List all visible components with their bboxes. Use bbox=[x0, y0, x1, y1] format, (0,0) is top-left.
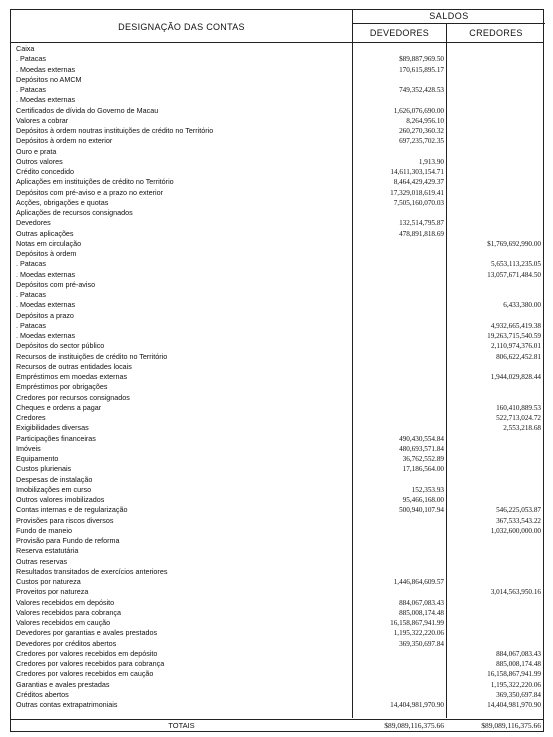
credores-value: $1,769,692,990.00 bbox=[487, 239, 541, 248]
table-row bbox=[11, 147, 543, 157]
table-row bbox=[11, 157, 543, 167]
table-row bbox=[11, 536, 543, 546]
table-row bbox=[11, 259, 543, 269]
table-row bbox=[11, 331, 543, 341]
table-row bbox=[11, 229, 543, 239]
credores-value: 522,713,024.72 bbox=[496, 414, 541, 422]
devedores-value: $89,887,969.50 bbox=[399, 55, 444, 64]
credores-value: 6,433,380.00 bbox=[503, 301, 541, 310]
account-label: Depósitos à ordem noutras instituições de crédito no Território bbox=[16, 126, 214, 135]
header-credores: CREDORES bbox=[446, 24, 545, 43]
account-label: Credores por recursos consignados bbox=[16, 392, 130, 402]
devedores-value: 500,940,107.94 bbox=[399, 506, 444, 515]
devedores-value: 152,353.93 bbox=[411, 485, 444, 494]
totals-credores: $89,089,116,375.66 bbox=[481, 721, 541, 730]
account-label: Crédito concedido bbox=[16, 167, 74, 176]
account-label: . Patacas bbox=[16, 320, 46, 330]
account-label: . Moedas externas bbox=[16, 95, 76, 105]
devedores-value: 884,067,083.43 bbox=[399, 598, 444, 607]
account-label: Outros valores imobilizados bbox=[16, 495, 105, 504]
credores-value: 19,263,715,540.59 bbox=[487, 332, 541, 340]
account-label: Devedores por garantias e avales prestados bbox=[16, 628, 158, 638]
table-row bbox=[11, 567, 543, 577]
account-label: Depósitos à ordem bbox=[16, 249, 77, 258]
account-label: Imobilizações em curso bbox=[16, 484, 92, 494]
table-row bbox=[11, 690, 543, 700]
account-label: . Moedas externas bbox=[16, 64, 76, 74]
table-row bbox=[11, 475, 543, 485]
balance-sheet-table bbox=[10, 9, 544, 732]
devedores-value: 14,611,303,154.71 bbox=[390, 168, 444, 176]
devedores-value: 885,008,174.48 bbox=[399, 608, 444, 617]
credores-value: 1,944,029,828.44 bbox=[490, 373, 541, 381]
table-row bbox=[11, 659, 543, 669]
account-label: . Moedas externas bbox=[16, 331, 76, 340]
account-label: Outras aplicações bbox=[16, 228, 74, 238]
credores-value: 806,622,452.81 bbox=[496, 352, 541, 361]
credores-value: 369,350,697.84 bbox=[496, 690, 541, 699]
credores-value: 2,110,974,376.01 bbox=[490, 342, 541, 351]
table-row bbox=[11, 239, 543, 249]
devedores-value: 7,505,160,070.03 bbox=[393, 198, 444, 207]
table-row bbox=[11, 598, 543, 608]
table-row bbox=[11, 434, 543, 444]
credores-value: 5,653,113,235.05 bbox=[490, 260, 541, 269]
table-row bbox=[11, 382, 543, 392]
devedores-value: 17,186,564.00 bbox=[402, 465, 444, 474]
totals-row bbox=[11, 719, 543, 732]
account-label: Valores recebidos em depósito bbox=[16, 597, 115, 607]
table-body bbox=[11, 44, 543, 710]
header-devedores: DEVEDORES bbox=[352, 24, 446, 43]
table-row bbox=[11, 85, 543, 95]
devedores-value: 95,466,168.00 bbox=[402, 496, 444, 504]
devedores-value: 1,626,076,690.00 bbox=[393, 106, 444, 115]
account-label: Despesas de instalação bbox=[16, 474, 93, 484]
table-row bbox=[11, 618, 543, 628]
account-label: Credores por valores recebidos em depósito bbox=[16, 648, 158, 658]
credores-value: 16,158,867,941.99 bbox=[487, 670, 541, 679]
table-row bbox=[11, 444, 543, 454]
table-row bbox=[11, 505, 543, 515]
devedores-value: 697,235,702.35 bbox=[399, 137, 444, 146]
table-row bbox=[11, 413, 543, 423]
devedores-value: 8,264,956.10 bbox=[406, 116, 444, 125]
table-row bbox=[11, 587, 543, 597]
table-row bbox=[11, 116, 543, 126]
header-saldos: SALDOS bbox=[352, 10, 545, 24]
credores-value: 2,553,218.68 bbox=[503, 424, 541, 433]
table-row bbox=[11, 372, 543, 382]
account-label: Ouro e prata bbox=[16, 146, 57, 156]
table-row bbox=[11, 495, 543, 505]
credores-value: 1,032,600,000.00 bbox=[490, 526, 541, 535]
table-row bbox=[11, 485, 543, 495]
account-label: Contas internas e de regularização bbox=[16, 505, 128, 515]
account-label: Valores a cobrar bbox=[16, 115, 69, 125]
account-label: Devedores bbox=[16, 218, 51, 228]
devedores-value: 36,762,552.89 bbox=[402, 455, 444, 463]
credores-value: 3,014,563,950.16 bbox=[490, 588, 541, 597]
table-row bbox=[11, 270, 543, 280]
table-row bbox=[11, 546, 543, 556]
table-row bbox=[11, 608, 543, 618]
account-label: Outros valores bbox=[16, 156, 63, 166]
table-row bbox=[11, 290, 543, 300]
devedores-value: 490,430,554.84 bbox=[399, 434, 444, 443]
devedores-value: 8,464,429,429.37 bbox=[393, 178, 444, 187]
table-row bbox=[11, 464, 543, 474]
table-row bbox=[11, 44, 543, 54]
account-label: Resultados transitados de exercícios anteriores bbox=[16, 566, 168, 576]
table-row bbox=[11, 321, 543, 331]
table-row bbox=[11, 628, 543, 638]
account-label: Provisão para Fundo de reforma bbox=[16, 536, 120, 545]
table-row bbox=[11, 454, 543, 464]
account-label: Outras contas extrapatrimoniais bbox=[16, 700, 118, 709]
table-row bbox=[11, 280, 543, 290]
devedores-value: 480,693,571.84 bbox=[399, 444, 444, 453]
credores-value: 367,533,543.22 bbox=[496, 516, 541, 525]
account-label: Notas em circulação bbox=[16, 238, 82, 248]
table-row bbox=[11, 167, 543, 177]
devedores-value: 17,329,018,619.41 bbox=[390, 188, 444, 197]
account-label: Exigibilidades diversas bbox=[16, 423, 89, 433]
devedores-value: 749,352,428.53 bbox=[399, 86, 444, 94]
table-row bbox=[11, 516, 543, 526]
account-label: Aplicações em instituições de crédito no Território bbox=[16, 177, 174, 187]
table-row bbox=[11, 75, 543, 85]
table-row bbox=[11, 249, 543, 259]
table-row bbox=[11, 669, 543, 679]
account-label: . Moedas externas bbox=[16, 300, 76, 310]
table-row bbox=[11, 403, 543, 413]
devedores-value: 1,913.90 bbox=[418, 157, 444, 166]
devedores-value: 260,270,360.32 bbox=[399, 127, 444, 135]
devedores-value: 1,195,322,220.06 bbox=[393, 629, 444, 638]
devedores-value: 478,891,818.69 bbox=[399, 229, 444, 238]
devedores-value: 132,514,795.87 bbox=[399, 219, 444, 228]
table-row bbox=[11, 700, 543, 710]
devedores-value: 1,446,864,609.57 bbox=[393, 578, 444, 586]
account-label: Depósitos do sector público bbox=[16, 341, 105, 351]
table-row bbox=[11, 65, 543, 75]
table-row bbox=[11, 341, 543, 351]
account-label: Depósitos a prazo bbox=[16, 310, 74, 320]
account-label: Custos por natureza bbox=[16, 577, 81, 586]
totals-devedores: $89,089,116,375.66 bbox=[384, 721, 444, 730]
table-row bbox=[11, 95, 543, 105]
account-label: Valores recebidos em caução bbox=[16, 618, 111, 627]
account-label: . Moedas externas bbox=[16, 269, 76, 279]
account-label: Outras reservas bbox=[16, 556, 68, 566]
account-label: Provisões para riscos diversos bbox=[16, 515, 114, 525]
header-designacao: DESIGNAÇÃO DAS CONTAS bbox=[118, 21, 245, 32]
devedores-value: 170,615,895.17 bbox=[399, 65, 444, 74]
credores-value: 884,067,083.43 bbox=[496, 649, 541, 658]
account-label: Depósitos com pré-aviso bbox=[16, 279, 96, 289]
devedores-value: 16,158,867,941.99 bbox=[390, 619, 444, 627]
table-row bbox=[11, 557, 543, 567]
table-row bbox=[11, 218, 543, 228]
table-row bbox=[11, 393, 543, 403]
account-label: Aplicações de recursos consignados bbox=[16, 208, 133, 217]
table-row bbox=[11, 680, 543, 690]
table-row bbox=[11, 177, 543, 187]
account-label: Credores por valores recebidos em caução bbox=[16, 669, 154, 679]
table-row bbox=[11, 649, 543, 659]
account-label: Devedores por créditos abertos bbox=[16, 638, 117, 648]
account-label: Proveitos por natureza bbox=[16, 587, 89, 597]
account-label: Empréstimos em moedas externas bbox=[16, 372, 128, 381]
table-row bbox=[11, 106, 543, 116]
account-label: Certificados de dívida do Governo de Macau bbox=[16, 105, 159, 115]
account-label: Equipamento bbox=[16, 454, 59, 463]
table-row bbox=[11, 577, 543, 587]
devedores-value: 14,404,981,970.90 bbox=[390, 701, 444, 709]
table-row bbox=[11, 311, 543, 321]
account-label: Caixa bbox=[16, 44, 35, 53]
account-label: Depósitos à ordem no exterior bbox=[16, 136, 113, 146]
table-header bbox=[11, 10, 543, 43]
account-label: . Patacas bbox=[16, 54, 46, 64]
account-label: . Patacas bbox=[16, 290, 46, 299]
credores-value: 4,932,665,419.38 bbox=[490, 321, 541, 330]
table-row bbox=[11, 526, 543, 536]
account-label: Participações financeiras bbox=[16, 433, 96, 443]
table-row bbox=[11, 198, 543, 208]
table-row bbox=[11, 639, 543, 649]
account-label: Fundo de maneio bbox=[16, 525, 72, 535]
table-row bbox=[11, 423, 543, 433]
account-label: Custos plurienais bbox=[16, 464, 72, 474]
account-label: Credores bbox=[16, 413, 46, 422]
credores-value: 885,008,174.48 bbox=[496, 660, 541, 668]
account-label: . Patacas bbox=[16, 259, 46, 269]
credores-value: 1,195,322,220.06 bbox=[490, 680, 541, 689]
table-row bbox=[11, 208, 543, 218]
account-label: Depósitos no AMCM bbox=[16, 74, 82, 84]
account-label: Créditos abertos bbox=[16, 689, 69, 699]
account-label: Valores recebidos para cobrança bbox=[16, 607, 121, 617]
table-row bbox=[11, 54, 543, 64]
table-row bbox=[11, 362, 543, 372]
account-label: . Patacas bbox=[16, 85, 46, 94]
devedores-value: 369,350,697.84 bbox=[399, 639, 444, 648]
account-label: Recursos de instituições de crédito no Território bbox=[16, 351, 168, 361]
credores-value: 14,404,981,970.90 bbox=[487, 701, 541, 709]
table-row bbox=[11, 136, 543, 146]
table-row bbox=[11, 300, 543, 310]
account-label: Credores por valores recebidos para cobrança bbox=[16, 659, 165, 668]
account-label: Garantias e avales prestadas bbox=[16, 679, 110, 689]
credores-value: 546,225,053.87 bbox=[496, 506, 541, 515]
account-label: Empréstimos por obrigações bbox=[16, 382, 108, 392]
account-label: Depósitos com pré-aviso e a prazo no exterior bbox=[16, 187, 164, 197]
account-label: Acções, obrigações e quotas bbox=[16, 197, 109, 207]
totals-label: TOTAIS bbox=[168, 721, 195, 730]
table-row bbox=[11, 352, 543, 362]
account-label: Reserva estatutária bbox=[16, 546, 79, 556]
table-row bbox=[11, 188, 543, 198]
account-label: Recursos de outras entidades locais bbox=[16, 361, 132, 371]
credores-value: 160,410,889.53 bbox=[496, 403, 541, 412]
table-row bbox=[11, 126, 543, 136]
account-label: Cheques e ordens a pagar bbox=[16, 402, 102, 412]
account-label: Imóveis bbox=[16, 443, 41, 453]
credores-value: 13,057,671,484.50 bbox=[487, 270, 541, 279]
